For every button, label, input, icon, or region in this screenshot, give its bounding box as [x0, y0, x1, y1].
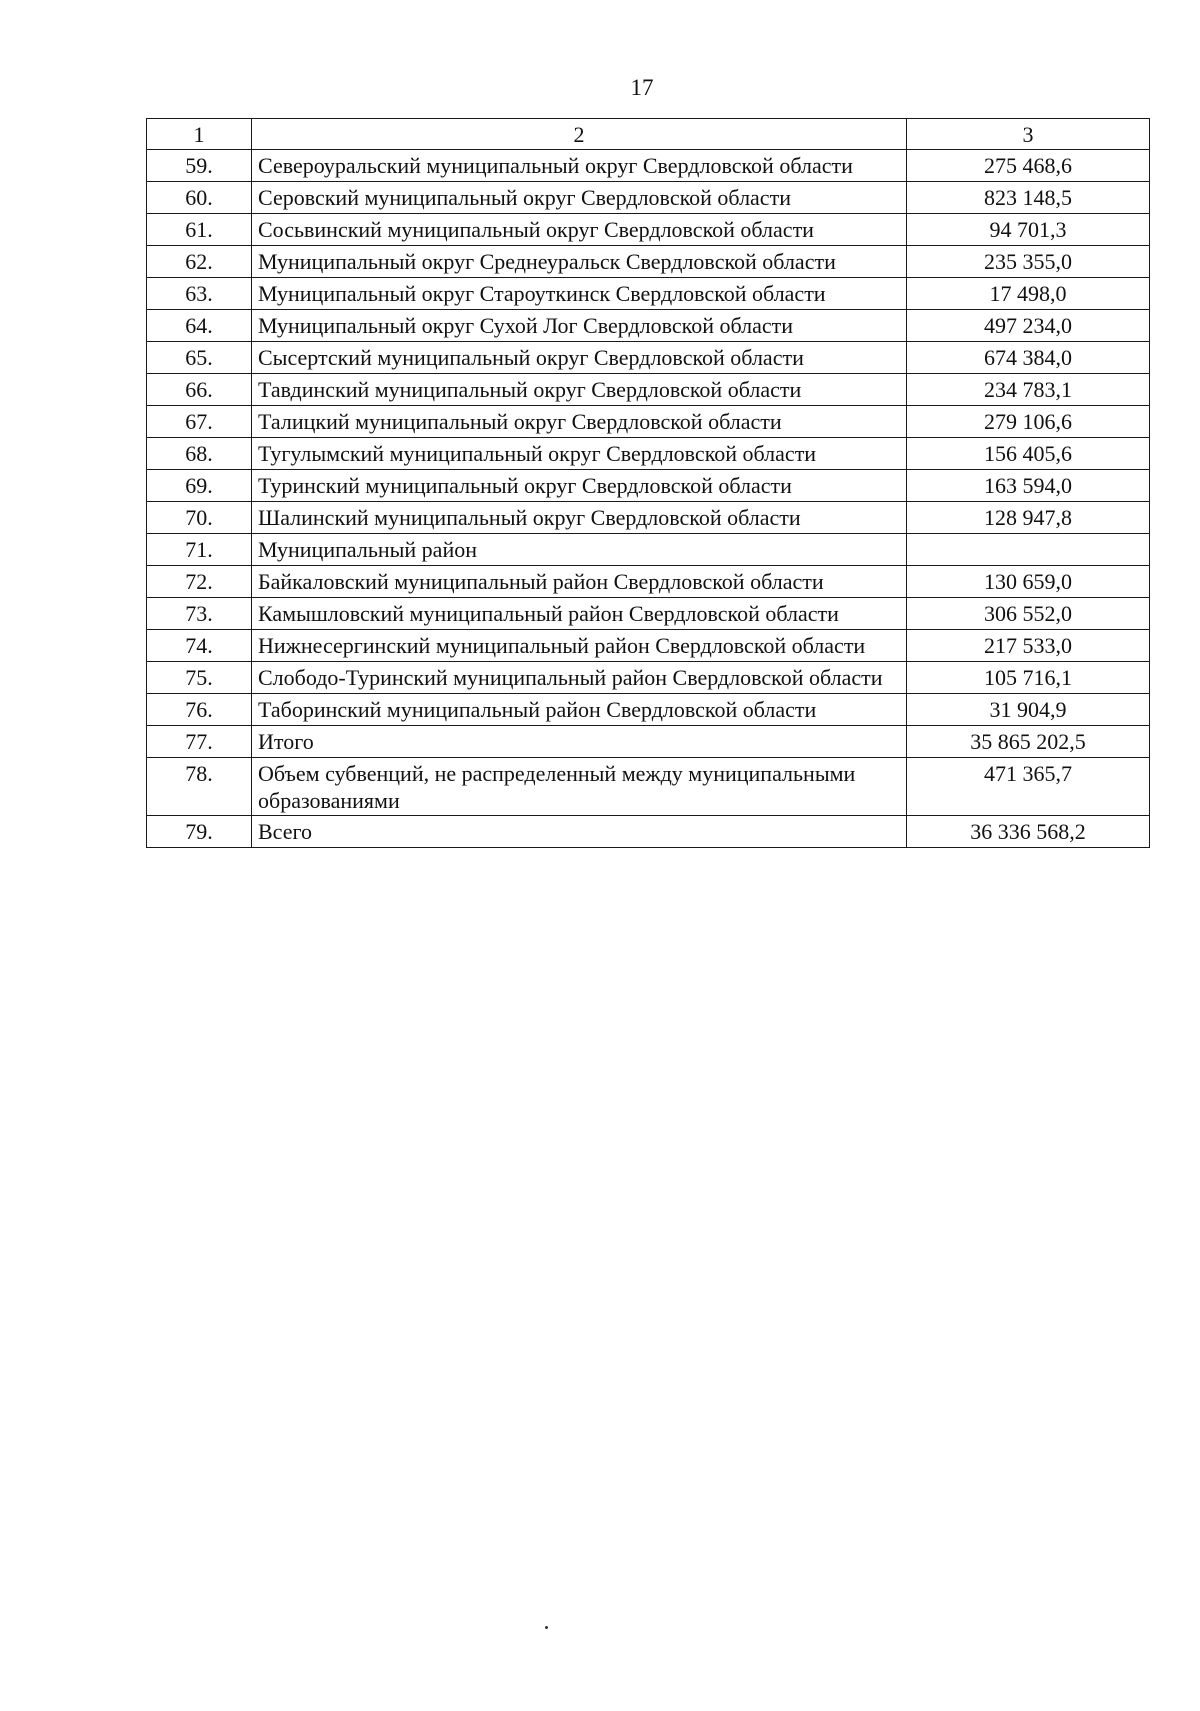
row-number: 73. — [147, 598, 252, 630]
table-row — [147, 246, 1150, 278]
table-row — [147, 374, 1150, 406]
row-number: 62. — [147, 246, 252, 278]
row-value: 94 701,3 — [907, 214, 1150, 246]
row-number: 63. — [147, 278, 252, 310]
table-row-total — [147, 726, 1150, 758]
scan-speck — [545, 1626, 548, 1629]
row-number: 76. — [147, 694, 252, 726]
table-row — [147, 278, 1150, 310]
table-row — [147, 438, 1150, 470]
row-name: Сысертский муниципальный округ Свердловской области — [252, 342, 907, 374]
row-number: 75. — [147, 662, 252, 694]
row-value: 275 468,6 — [907, 150, 1150, 182]
table-header-row — [147, 119, 1150, 150]
row-number: 66. — [147, 374, 252, 406]
row-number: 68. — [147, 438, 252, 470]
row-name: Муниципальный округ Среднеуральск Свердловской области — [252, 246, 907, 278]
row-name: Муниципальный округ Сухой Лог Свердловской области — [252, 310, 907, 342]
table-row — [147, 502, 1150, 534]
row-name: Талицкий муниципальный округ Свердловской области — [252, 406, 907, 438]
row-name: Слободо-Туринский муниципальный район Свердловской области — [252, 662, 907, 694]
row-name: Тавдинский муниципальный округ Свердловской области — [252, 374, 907, 406]
row-number: 61. — [147, 214, 252, 246]
header-col-1: 1 — [147, 119, 252, 150]
row-value: 279 106,6 — [907, 406, 1150, 438]
row-number: 69. — [147, 470, 252, 502]
row-name: Нижнесергинский муниципальный район Свердловской области — [252, 630, 907, 662]
row-name: Сосьвинский муниципальный округ Свердловской области — [252, 214, 907, 246]
header-col-3: 3 — [907, 119, 1150, 150]
table-row-grand-total — [147, 816, 1150, 848]
row-number: 65. — [147, 342, 252, 374]
row-name: Камышловский муниципальный район Свердловской области — [252, 598, 907, 630]
table-row — [147, 662, 1150, 694]
row-value: 17 498,0 — [907, 278, 1150, 310]
table-row — [147, 150, 1150, 182]
row-value: 128 947,8 — [907, 502, 1150, 534]
row-name: Туринский муниципальный округ Свердловской области — [252, 470, 907, 502]
row-value: 130 659,0 — [907, 566, 1150, 598]
row-name: Тугулымский муниципальный округ Свердловской области — [252, 438, 907, 470]
table-row — [147, 534, 1150, 566]
table-row — [147, 406, 1150, 438]
table-row — [147, 182, 1150, 214]
row-value: 31 904,9 — [907, 694, 1150, 726]
row-value: 163 594,0 — [907, 470, 1150, 502]
row-value — [907, 534, 1150, 566]
row-name: Серовский муниципальный округ Свердловской области — [252, 182, 907, 214]
row-number: 77. — [147, 726, 252, 758]
row-number: 64. — [147, 310, 252, 342]
row-number: 74. — [147, 630, 252, 662]
row-value: 823 148,5 — [907, 182, 1150, 214]
row-name: Шалинский муниципальный округ Свердловской области — [252, 502, 907, 534]
table-row-undistributed — [147, 758, 1150, 816]
row-value: 105 716,1 — [907, 662, 1150, 694]
row-number: 70. — [147, 502, 252, 534]
table-row — [147, 470, 1150, 502]
row-name: Таборинский муниципальный район Свердловской области — [252, 694, 907, 726]
row-name: Муниципальный район — [252, 534, 907, 566]
row-number: 60. — [147, 182, 252, 214]
row-value: 234 783,1 — [907, 374, 1150, 406]
table-row — [147, 630, 1150, 662]
row-number: 71. — [147, 534, 252, 566]
row-name: Итого — [252, 726, 907, 758]
row-number: 59. — [147, 150, 252, 182]
row-name: Объем субвенций, не распределенный между муниципальными образованиями — [252, 758, 907, 816]
row-name: Байкаловский муниципальный район Свердловской области — [252, 566, 907, 598]
table-row — [147, 342, 1150, 374]
row-value: 36 336 568,2 — [907, 816, 1150, 848]
subvention-table — [146, 118, 1150, 848]
row-name: Североуральский муниципальный округ Свердловской области — [252, 150, 907, 182]
row-name: Всего — [252, 816, 907, 848]
row-value: 35 865 202,5 — [907, 726, 1150, 758]
row-name: Муниципальный округ Староуткинск Свердловской области — [252, 278, 907, 310]
row-number: 67. — [147, 406, 252, 438]
row-value: 471 365,7 — [907, 758, 1150, 816]
row-number: 79. — [147, 816, 252, 848]
table-row — [147, 598, 1150, 630]
header-col-2: 2 — [252, 119, 907, 150]
row-value: 674 384,0 — [907, 342, 1150, 374]
row-number: 78. — [147, 758, 252, 816]
table-row — [147, 694, 1150, 726]
table-row — [147, 310, 1150, 342]
row-value: 306 552,0 — [907, 598, 1150, 630]
row-value: 235 355,0 — [907, 246, 1150, 278]
table-row — [147, 566, 1150, 598]
row-value: 497 234,0 — [907, 310, 1150, 342]
row-number: 72. — [147, 566, 252, 598]
row-value: 156 405,6 — [907, 438, 1150, 470]
page-number: 17 — [630, 75, 654, 100]
row-value: 217 533,0 — [907, 630, 1150, 662]
table-row — [147, 214, 1150, 246]
